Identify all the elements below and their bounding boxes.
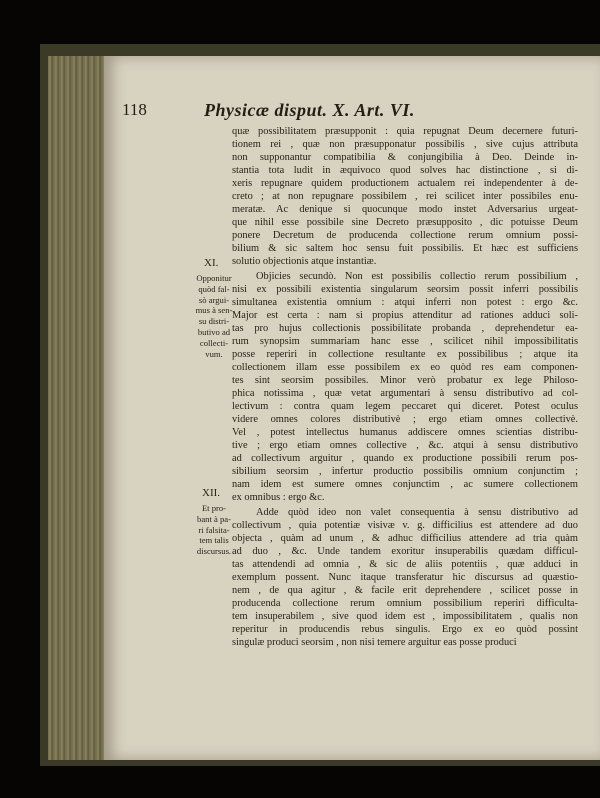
text-line: nem , de qua agitur , & facile erit deprehendere , scilicet posse in	[232, 585, 578, 596]
text-line: producenda collectione rerum omnium possibilium reperiri difficulta-	[232, 598, 578, 609]
margin-note-line: bant à pa-	[197, 513, 231, 524]
text-line: tas attendendi ad omnia , & sic de aliis potentiis , quæ adduci in	[232, 559, 578, 570]
text-line: objecta , quàm ad unum , & adhuc difficilius attendere ad tria quàm	[232, 533, 578, 544]
running-title: Physicæ disput. X. Art. VI.	[204, 100, 415, 120]
text-line: tionem rei , quæ non præsupponatur possibilis , sive cujus attributa	[232, 139, 578, 150]
page-number: 118	[122, 100, 147, 119]
text-line: Objicies secundò. Non est possibilis collectio rerum possibilium ,	[256, 271, 578, 282]
text-line: nam idem est sumere omnes conjunctim , ac sumere collectionem	[232, 479, 578, 490]
margin-note-line: discursus.	[196, 546, 232, 557]
text-line: ex omnibus : ergo &c.	[232, 492, 325, 503]
text-line: tem insuperabilem , sive quod idem est , impossibilitatem , qualis non	[232, 611, 578, 622]
margin-note-line: Et pro-	[201, 503, 227, 513]
text-line: posse reperiri in collectione resultante ex possibilibus ; atque ita	[232, 349, 578, 360]
text-line: meratæ. Ac denique si quocunque modo instet Adversarius urgeat-	[232, 204, 578, 215]
margin-note-line: vum.	[205, 348, 223, 359]
text-line: ad collectivum arguitur , quando ex productione possibili rerum pos-	[232, 453, 578, 464]
margin-note-line: collecti-	[199, 337, 229, 348]
text-line: solutio objectionis atque instantiæ.	[232, 256, 377, 267]
margin-note-number: XII.	[202, 487, 221, 499]
margin-note-line: quòd fal-	[198, 283, 230, 294]
text-line: videre omnes colores distributivè ; ergo etiam omnes collectivè.	[232, 414, 578, 425]
text-line: reperitur in producendis rebus singulis. Ergo ex eo quòd possint	[232, 624, 578, 635]
text-line: lectivum : contra quam legem peccaret qui diceret. Potest oculus	[232, 401, 578, 412]
text-line: Adde quòd ideo non valet consequentia à sensu distributivo ad	[256, 507, 578, 518]
text-line: tive ; ergo etiam omnes collective , &c. atqui à sensu distributivo	[232, 440, 578, 451]
margin-note-line: sò argui-	[198, 294, 230, 305]
text-line: Vel , potest intellectus humanus addiscere omnes scientias distribu-	[232, 427, 578, 438]
text-line: tas pro hujus collectionis possibilitate probanda , deprehendetur ea-	[232, 323, 578, 334]
margin-note-line: su distri-	[198, 316, 230, 327]
margin-note-line: ri falsita-	[198, 524, 230, 535]
text-line: nisi ex possibili existentia singularum seorsim possit inferri possibilis	[232, 284, 578, 295]
margin-note-number: XI.	[204, 257, 219, 269]
text-line: xeris repugnare quidem productionem actualem rei independenter à de-	[232, 178, 578, 189]
text-line: singulæ produci seorsim , non nisi temere arguitur eas posse produci	[232, 637, 517, 648]
text-line: exemplum possent. Nunc itaque transferatur hic discursus ad quæstio-	[232, 572, 578, 583]
text-line: Major est certa : nam si propius attenditur ad rationes adduci soli-	[232, 310, 578, 321]
text-line: ad duo , &c. Unde tandem exoritur insuperabilis quædam difficul-	[232, 546, 578, 557]
text-line: non supponantur compatibilia & conjungibilia à Deo. Deinde in-	[232, 152, 578, 163]
text-line: ponere Decretum de producenda collectione rerum omnium possi-	[232, 230, 578, 241]
margin-note-line: mus à sen-	[195, 305, 233, 316]
book-spine	[48, 56, 106, 760]
text-line: collectivum , quia potentiæ visivæ v. g. difficilius est attendere ad duo	[232, 520, 578, 531]
text-line: stantia tota ludit in æquivoco quod solves hac distinctione , si di-	[232, 165, 578, 176]
text-line: phica notissima , quæ vetat argumentari à sensu distributivo ad col-	[232, 388, 578, 399]
text-line: tes sint seorsim possibiles. Minor verò probatur ex lege Philoso-	[232, 375, 578, 386]
margin-note-line: Opponitur	[196, 273, 232, 283]
margin-note-line: butivo ad	[197, 327, 231, 337]
text-line: bilium & sic saltem hoc sensu fuit possibilis. Et hæc est sufficiens	[232, 243, 578, 254]
text-line: quæ possibilitatem præsupponit : quia repugnat Deum decernere futuri-	[232, 126, 578, 137]
margin-note-line: tem talis	[199, 535, 229, 546]
text-line: que nihil esse possibile sine Decreto præsupposito , dic potuisse Deum	[232, 217, 578, 228]
text-line: creto ; at non repugnare possibilem , rei scilicet inter possibiles enu-	[232, 191, 578, 202]
text-line: collectionem illam esse possibilem ex eo quòd res eam componen-	[232, 362, 578, 373]
text-line: rum synopsim summariam hanc esse , scilicet nihil impossibilitatis	[232, 336, 578, 347]
text-line: simultanea existentia omnium : atqui inferri non potest : ergo &c.	[232, 297, 578, 308]
text-line: sibilium seorsim , infertur productio possibilis omnium conjunctim ;	[232, 466, 578, 477]
page-header	[122, 100, 592, 120]
